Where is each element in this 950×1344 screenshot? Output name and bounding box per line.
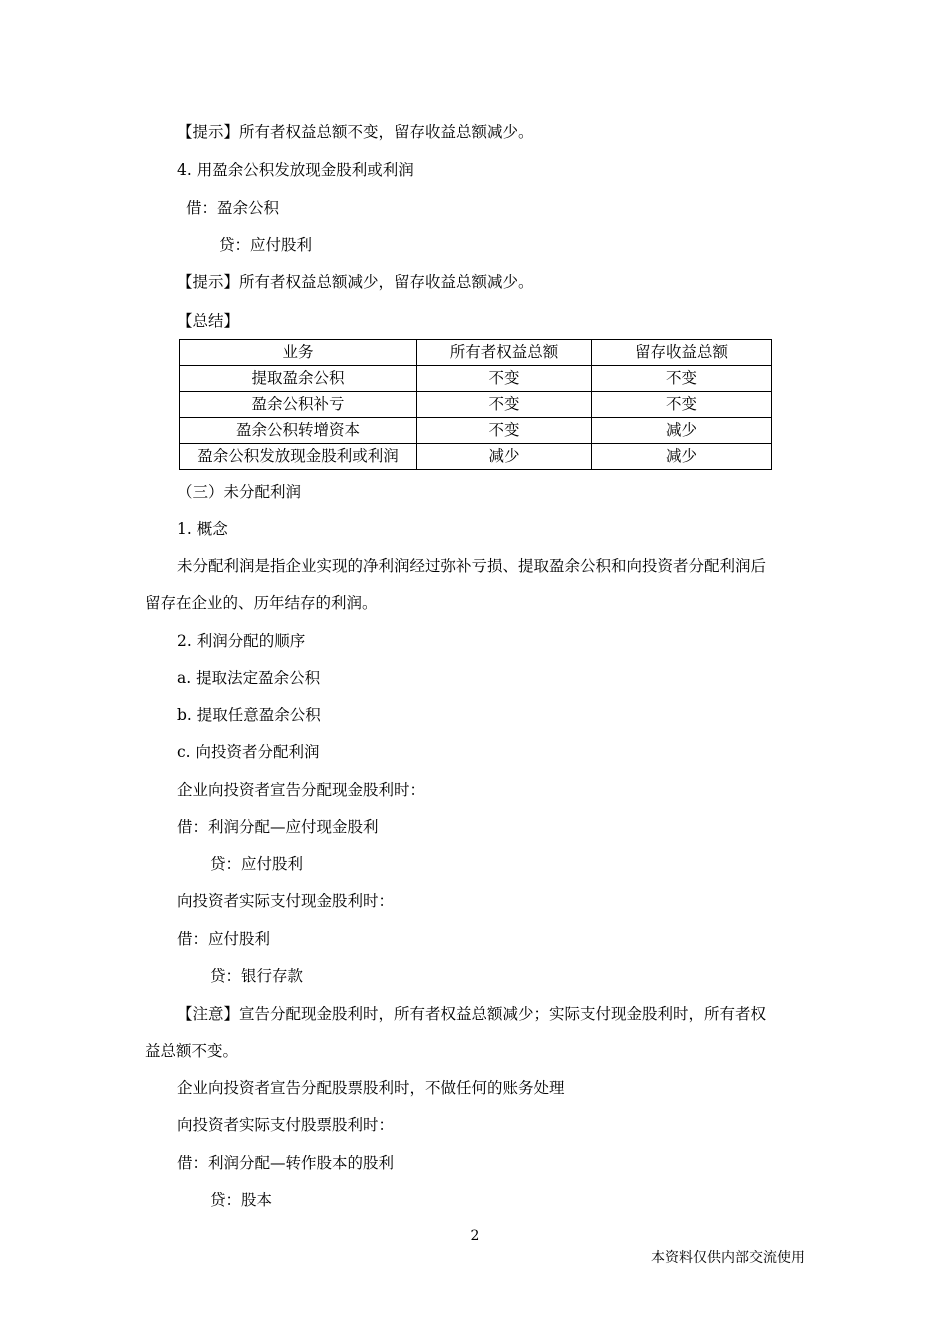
concept-paragraph-line2: 留存在企业的、历年结存的利润。 xyxy=(145,594,378,612)
hint-decrease: 【提示】所有者权益总额减少，留存收益总额减少。 xyxy=(177,273,534,291)
table-header-row xyxy=(180,340,772,366)
table-cell: 不变 xyxy=(417,366,592,392)
section-3-title: （三）未分配利润 xyxy=(177,483,302,501)
table-header: 所有者权益总额 xyxy=(417,340,592,366)
page-number: 2 xyxy=(470,1228,480,1244)
pay-cash-dividend: 向投资者实际支付现金股利时： xyxy=(177,892,395,910)
table-row xyxy=(180,444,772,470)
journal-credit-dividend: 贷：应付股利 xyxy=(219,236,313,254)
journal-debit-surplus: 借：盈余公积 xyxy=(186,199,280,217)
order-item-a: a. 提取法定盈余公积 xyxy=(177,669,321,687)
table-cell: 减少 xyxy=(417,444,592,470)
table-cell: 不变 xyxy=(592,392,772,418)
table-cell: 不变 xyxy=(592,366,772,392)
order-item-b: b. 提取任意盈余公积 xyxy=(177,706,321,724)
pay-cash-credit: 贷：银行存款 xyxy=(210,967,304,985)
order-item-c: c. 向投资者分配利润 xyxy=(177,743,320,761)
note-line2: 益总额不变。 xyxy=(145,1042,239,1060)
table-row xyxy=(180,366,772,392)
table-cell: 不变 xyxy=(417,392,592,418)
table-cell: 提取盈余公积 xyxy=(180,366,417,392)
table-row xyxy=(180,418,772,444)
table-cell: 盈余公积补亏 xyxy=(180,392,417,418)
table-cell: 不变 xyxy=(417,418,592,444)
declare-cash-dividend: 企业向投资者宣告分配现金股利时： xyxy=(177,781,426,799)
hint-no-change: 【提示】所有者权益总额不变，留存收益总额减少。 xyxy=(177,123,534,141)
declare-stock-dividend: 企业向投资者宣告分配股票股利时，不做任何的账务处理 xyxy=(177,1079,565,1097)
table-header: 业务 xyxy=(180,340,417,366)
summary-table xyxy=(179,339,772,470)
pay-stock-credit: 贷：股本 xyxy=(210,1191,273,1209)
concept-paragraph-line1: 未分配利润是指企业实现的净利润经过弥补亏损、提取盈余公积和向投资者分配利润后 xyxy=(177,557,767,575)
table-cell: 盈余公积转增资本 xyxy=(180,418,417,444)
footer-note: 本资料仅供内部交流使用 xyxy=(651,1250,805,1266)
order-heading: 2. 利润分配的顺序 xyxy=(177,632,306,650)
concept-heading: 1. 概念 xyxy=(177,520,228,538)
summary-heading: 【总结】 xyxy=(177,312,240,330)
table-cell: 减少 xyxy=(592,444,772,470)
pay-stock-debit: 借：利润分配—转作股本的股利 xyxy=(177,1154,395,1172)
table-cell: 盈余公积发放现金股利或利润 xyxy=(180,444,417,470)
declare-cash-credit: 贷：应付股利 xyxy=(210,855,304,873)
item-4-heading: 4. 用盈余公积发放现金股利或利润 xyxy=(177,161,414,179)
table-cell: 减少 xyxy=(592,418,772,444)
table-header: 留存收益总额 xyxy=(592,340,772,366)
pay-cash-debit: 借：应付股利 xyxy=(177,930,271,948)
pay-stock-dividend: 向投资者实际支付股票股利时： xyxy=(177,1116,395,1134)
note-line1: 【注意】宣告分配现金股利时，所有者权益总额减少；实际支付现金股利时，所有者权 xyxy=(177,1005,767,1023)
table-row xyxy=(180,392,772,418)
declare-cash-debit: 借：利润分配—应付现金股利 xyxy=(177,818,379,836)
